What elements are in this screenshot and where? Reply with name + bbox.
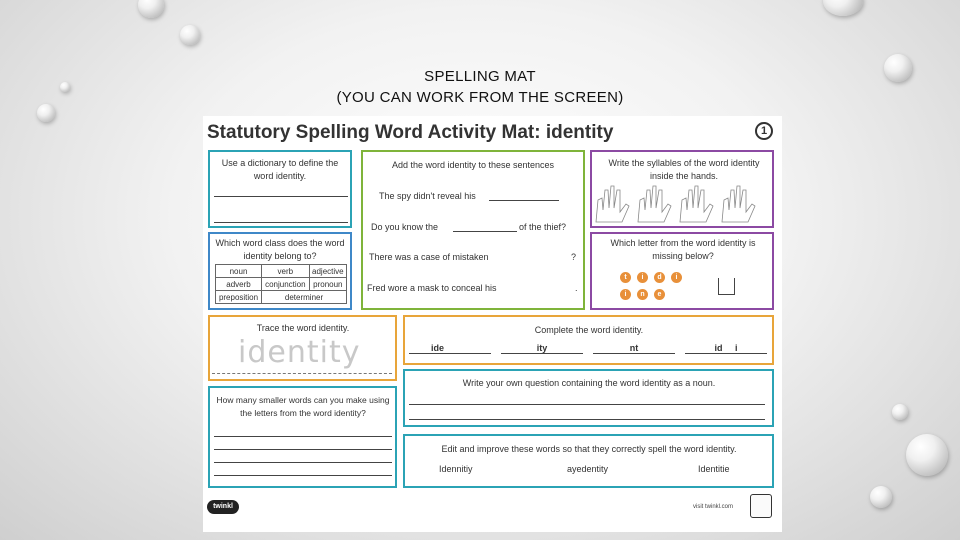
define-panel: [208, 150, 352, 228]
word-class-option[interactable]: determiner: [262, 291, 347, 304]
misspelled-word: Identitie: [698, 464, 730, 474]
word-class-instruction: Which word class does the word identity belong to?: [215, 238, 345, 261]
letter-tile: i: [637, 272, 648, 283]
question-panel: [403, 369, 774, 427]
water-drop-decoration: [906, 434, 948, 476]
misspelled-word: ayedentity: [567, 464, 609, 474]
word-class-option[interactable]: adverb: [216, 278, 262, 291]
hand-outline-icon: [592, 180, 772, 224]
word-class-option[interactable]: pronoun: [309, 278, 346, 291]
word-fragment-blank[interactable]: nt: [593, 343, 675, 354]
missing-letter-panel: [590, 232, 774, 310]
trace-guide-line: [212, 373, 392, 374]
water-drop-decoration: [870, 486, 892, 508]
spelling-activity-mat: [203, 116, 782, 532]
page-number-badge: 1: [755, 122, 773, 140]
slide-title: [0, 66, 960, 108]
letter-tile: n: [637, 289, 648, 300]
complete-panel: [403, 315, 774, 365]
answer-line[interactable]: [214, 475, 392, 476]
answer-line[interactable]: [214, 436, 392, 437]
answer-line[interactable]: [409, 419, 765, 420]
word-class-option[interactable]: adjective: [309, 265, 346, 278]
slide-title-line2: (YOU CAN WORK FROM THE SCREEN): [336, 89, 624, 106]
sentence-4-end: .: [575, 283, 578, 293]
edit-instruction: Edit and improve these words so that they correctly spell the word identity.: [441, 444, 737, 454]
water-drop-decoration: [823, 0, 863, 16]
sentence-4-start: Fred wore a mask to conceal his: [367, 283, 497, 293]
sentences-instruction: Add the word identity to these sentences: [391, 160, 555, 170]
answer-line[interactable]: [409, 404, 765, 405]
slide-title-line1: SPELLING MAT: [424, 68, 536, 85]
trace-instruction: Trace the word identity.: [256, 323, 350, 333]
word-class-panel: [208, 232, 352, 310]
answer-line[interactable]: [453, 231, 517, 232]
badge-icon: [750, 494, 772, 518]
word-class-option[interactable]: noun: [216, 265, 262, 278]
sentence-1: The spy didn't reveal his: [379, 191, 476, 201]
syllables-panel: [590, 150, 774, 228]
syllables-instruction: Write the syllables of the word identity inside the hands.: [608, 158, 760, 181]
letter-tile: t: [620, 272, 631, 283]
water-drop-decoration: [180, 25, 200, 45]
word-class-table: [215, 264, 347, 304]
word-fragment-blank[interactable]: id i: [685, 343, 767, 354]
word-class-option[interactable]: preposition: [216, 291, 262, 304]
misspelled-word: Idennitiy: [439, 464, 473, 474]
water-drop-decoration: [138, 0, 164, 18]
word-class-option[interactable]: conjunction: [262, 278, 310, 291]
word-class-option[interactable]: verb: [262, 265, 310, 278]
missing-letter-instruction: Which letter from the word identity is missing below?: [610, 238, 756, 261]
question-instruction: Write your own question containing the word identity as a noun.: [462, 378, 716, 388]
define-instruction: Use a dictionary to define the word identity.: [221, 158, 339, 181]
sentence-2-end: of the thief?: [519, 222, 567, 232]
missing-letter-answer-box[interactable]: [718, 278, 735, 295]
trace-panel: [208, 315, 397, 381]
sentence-2-start: Do you know the: [371, 222, 439, 232]
answer-line[interactable]: [214, 462, 392, 463]
sentence-3-start: There was a case of mistaken: [369, 252, 489, 262]
answer-line[interactable]: [214, 222, 348, 223]
trace-word[interactable]: identity: [238, 335, 361, 370]
answer-line[interactable]: [214, 196, 348, 197]
letter-tile: d: [654, 272, 665, 283]
letter-tile: i: [620, 289, 631, 300]
word-fragment-blank[interactable]: ity: [501, 343, 583, 354]
edit-panel: [403, 434, 774, 488]
smaller-words-panel: [208, 386, 397, 488]
word-fragment-blank[interactable]: ide: [409, 343, 491, 354]
footer-url[interactable]: visit twinkl.com: [693, 504, 734, 510]
sentences-panel: [361, 150, 585, 310]
water-drop-decoration: [892, 404, 908, 420]
answer-line[interactable]: [489, 200, 559, 201]
answer-line[interactable]: [214, 449, 392, 450]
letter-tile: i: [671, 272, 682, 283]
mat-title: Statutory Spelling Word Activity Mat: identity: [207, 122, 614, 143]
twinkl-logo: twinkl: [207, 500, 239, 514]
letter-tile: e: [654, 289, 665, 300]
smaller-words-instruction: How many smaller words can you make using the letters from the word identity?: [216, 395, 390, 418]
sentence-3-end: ?: [571, 252, 577, 262]
complete-instruction: Complete the word identity.: [534, 325, 644, 335]
